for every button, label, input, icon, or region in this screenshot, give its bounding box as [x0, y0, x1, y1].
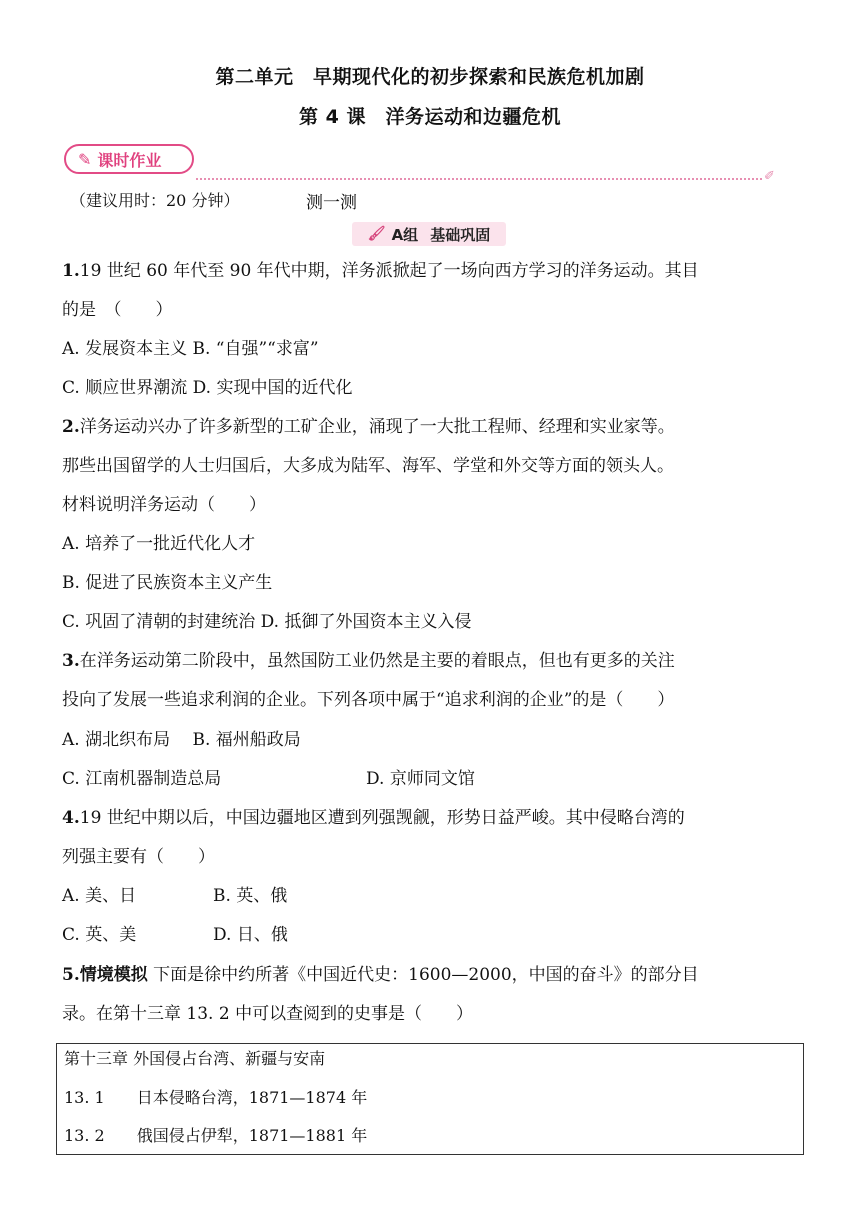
question-text: 材料说明洋务运动（ ） — [62, 495, 266, 515]
paintbrush-icon: 🖌 — [367, 226, 386, 242]
question-number: 5. — [62, 965, 80, 985]
question-text: 洋务运动兴办了许多新型的工矿企业，涌现了一大批工程师、经理和实业家等。 — [79, 417, 675, 437]
option-line[interactable]: A. 发展资本主义 B. “自强”“求富” — [62, 339, 319, 359]
question-number: 1. — [62, 261, 80, 281]
question-text: 在洋务运动第二阶段中，虽然国防工业仍然是主要的着眼点，但也有更多的关注 — [79, 651, 675, 671]
question-line — [62, 648, 675, 674]
option-line[interactable]: C. 巩固了清朝的封建统治 D. 抵御了外国资本主义入侵 — [62, 612, 472, 632]
question-text: 投向了发展一些追求利润的企业。下列各项中属于“追求利润的企业”的是（ ） — [62, 690, 675, 710]
toc-row: 13. 2 俄国侵占伊犁，1871—1881 年 — [64, 1126, 368, 1145]
pencil-ruler-icon: ✎ — [78, 149, 92, 169]
question-number: 3. — [62, 651, 80, 671]
option-line[interactable]: A. 湖北织布局 B. 福州船政局 — [62, 730, 301, 750]
option-a[interactable]: A. 美、日 — [62, 886, 137, 906]
time-note: （建议用时：20 分钟） — [70, 191, 240, 210]
line-end-icon: ✐ — [764, 169, 775, 184]
option-c[interactable]: C. 英、美 — [62, 925, 137, 945]
question-tag: 情境模拟 — [79, 965, 148, 985]
question-line — [62, 258, 699, 284]
lesson-title: 第 4 课 洋务运动和边疆危机 — [299, 106, 561, 128]
option-d[interactable]: D. 京师同文馆 — [366, 769, 475, 789]
group-label: A组 — [391, 225, 419, 244]
question-text: 19 世纪 60 年代至 90 年代中期，洋务派掀起了一场向西方学习的洋务运动。其目 — [79, 261, 699, 281]
question-line — [62, 414, 675, 440]
badge-label: 课时作业 — [97, 150, 162, 170]
group-banner — [352, 222, 506, 246]
homework-badge — [64, 144, 194, 174]
question-line — [62, 962, 699, 988]
option-d[interactable]: D. 日、俄 — [213, 925, 288, 945]
question-line — [62, 805, 685, 831]
group-title: 基础巩固 — [430, 225, 491, 244]
question-text: 的是 （ ） — [62, 300, 173, 320]
dotted-divider — [196, 178, 762, 180]
question-text: 19 世纪中期以后，中国边疆地区遭到列强觊觎，形势日益严峻。其中侵略台湾的 — [79, 808, 685, 828]
test-label: 测一测 — [306, 193, 357, 213]
option-line[interactable]: A. 培养了一批近代化人才 — [62, 534, 256, 554]
option-c[interactable]: C. 江南机器制造总局 — [62, 769, 222, 789]
question-text: 列强主要有（ ） — [62, 847, 215, 867]
option-line[interactable]: C. 顺应世界潮流 D. 实现中国的近代化 — [62, 378, 353, 398]
unit-title: 第二单元 早期现代化的初步探索和民族危机加剧 — [215, 66, 645, 88]
option-b[interactable]: B. 英、俄 — [213, 886, 288, 906]
option-line[interactable]: B. 促进了民族资本主义产生 — [62, 573, 273, 593]
question-number: 2. — [62, 417, 80, 437]
question-text: 那些出国留学的人士归国后，大多成为陆军、海军、学堂和外交等方面的领头人。 — [62, 456, 674, 476]
question-text: 下面是徐中约所著《中国近代史：1600—2000，中国的奋斗》的部分目 — [153, 965, 699, 985]
toc-row: 13. 1 日本侵略台湾，1871—1874 年 — [64, 1088, 368, 1107]
question-text: 录。在第十三章 13. 2 中可以查阅到的史事是（ ） — [62, 1004, 474, 1024]
toc-chapter: 第十三章 外国侵占台湾、新疆与安南 — [64, 1049, 326, 1068]
question-number: 4. — [62, 808, 80, 828]
